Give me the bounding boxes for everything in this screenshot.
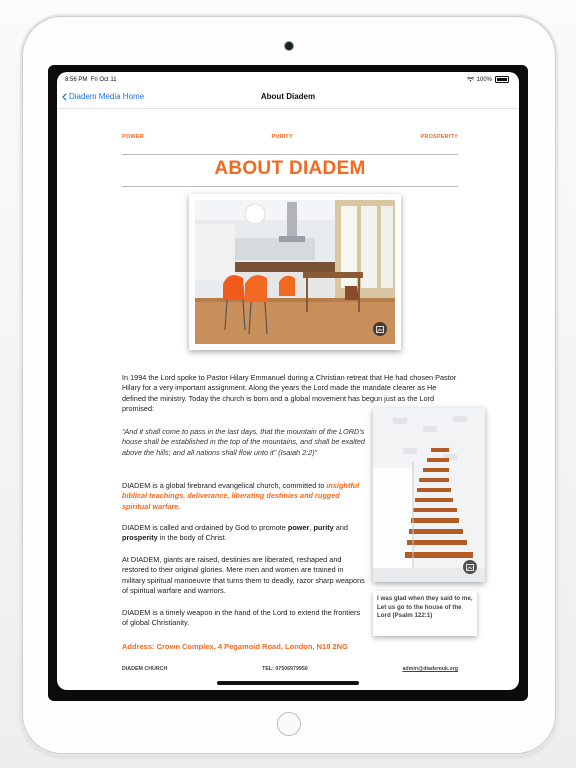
nav-title: About Diadem: [260, 92, 316, 101]
mission-paragraph: DIADEM is a global firebrand evangelical church, committed to insightful biblical teachings, deliverance, liberating destinies and rugged spiritual warfare.: [122, 481, 360, 511]
scripture-quote: “And it shall come to pass in the last days, that the mountain of the LORD's house shall be established in the top of the mountains, and shall be exalted above the hills; and all nations shall flow unto it” (Isaiah 2:2)”: [122, 427, 365, 457]
home-indicator[interactable]: [217, 681, 359, 685]
status-indicators: [467, 76, 509, 83]
footer-telephone[interactable]: TEL: 07506979950: [262, 666, 308, 672]
home-button[interactable]: [277, 712, 301, 736]
gallery-icon[interactable]: [373, 322, 387, 336]
battery-icon: [495, 76, 509, 83]
camera: [284, 41, 294, 51]
divider-top: [122, 154, 458, 155]
gallery-icon[interactable]: [463, 560, 477, 574]
screen: [57, 72, 519, 690]
footer-church-name: DIADEM CHURCH: [122, 666, 168, 672]
mission-highlight: insightful biblical teachings, deliverance, liberating destinies and rugged spiritual warfare.: [122, 481, 360, 511]
battery-percent: 100%: [476, 76, 492, 83]
page-footer: [122, 666, 458, 672]
tagline-power: POWER: [122, 134, 144, 140]
tagline-prosperity: PROSPERITY: [420, 134, 458, 140]
kitchen-photo-frame[interactable]: [189, 194, 401, 350]
status-bar: [57, 72, 519, 86]
intro-paragraph: In 1994 the Lord spoke to Pastor Hilary Emmanuel during a Christian retreat that He had chosen Pastor Hilary for a very important assignment. Along the years the Lord made the mandate clearer as He defined the ministry. Today the church is born and a global movement has begun just as the Lord promised:: [122, 373, 457, 414]
taglines: [122, 134, 458, 140]
page-content: [57, 109, 519, 690]
church-address: Address: Crown Complex, 4 Pegamoid Road, London, N18 2NG: [122, 642, 348, 651]
footer-email-link[interactable]: admin@diademuk.org: [402, 666, 458, 672]
page-title: ABOUT DIADEM: [214, 158, 366, 179]
status-time: 8:56 PM Fri Oct 11: [65, 77, 117, 83]
psalm-caption: I was glad when they said to me, Let us go to the house of the Lord (Psalm 122:1): [373, 591, 477, 636]
calling-paragraph: DIADEM is called and ordained by God to promote power, purity and prosperity in the body of Christ.: [122, 523, 348, 543]
stairs-photo[interactable]: [373, 408, 485, 582]
wifi-icon: [467, 77, 474, 82]
giants-paragraph: At DIADEM, giants are raised, destinies are liberated, reshaped and restored to their original glories. Mere men and women are trained in military spiritual manoeuvre that turns them to deadly, razor sharp weapons of spiritual warfare and warriors.: [122, 555, 365, 596]
tagline-purity: PURITY: [271, 134, 293, 140]
navigation-bar: [57, 86, 519, 109]
weapon-paragraph: DIADEM is a timely weapon in the hand of the Lord to extend the frontiers of global Christianity.: [122, 608, 361, 628]
divider-under-title: [122, 186, 458, 187]
back-button-label: Diadem Media Home: [69, 92, 145, 101]
kitchen-photo: [195, 200, 395, 344]
